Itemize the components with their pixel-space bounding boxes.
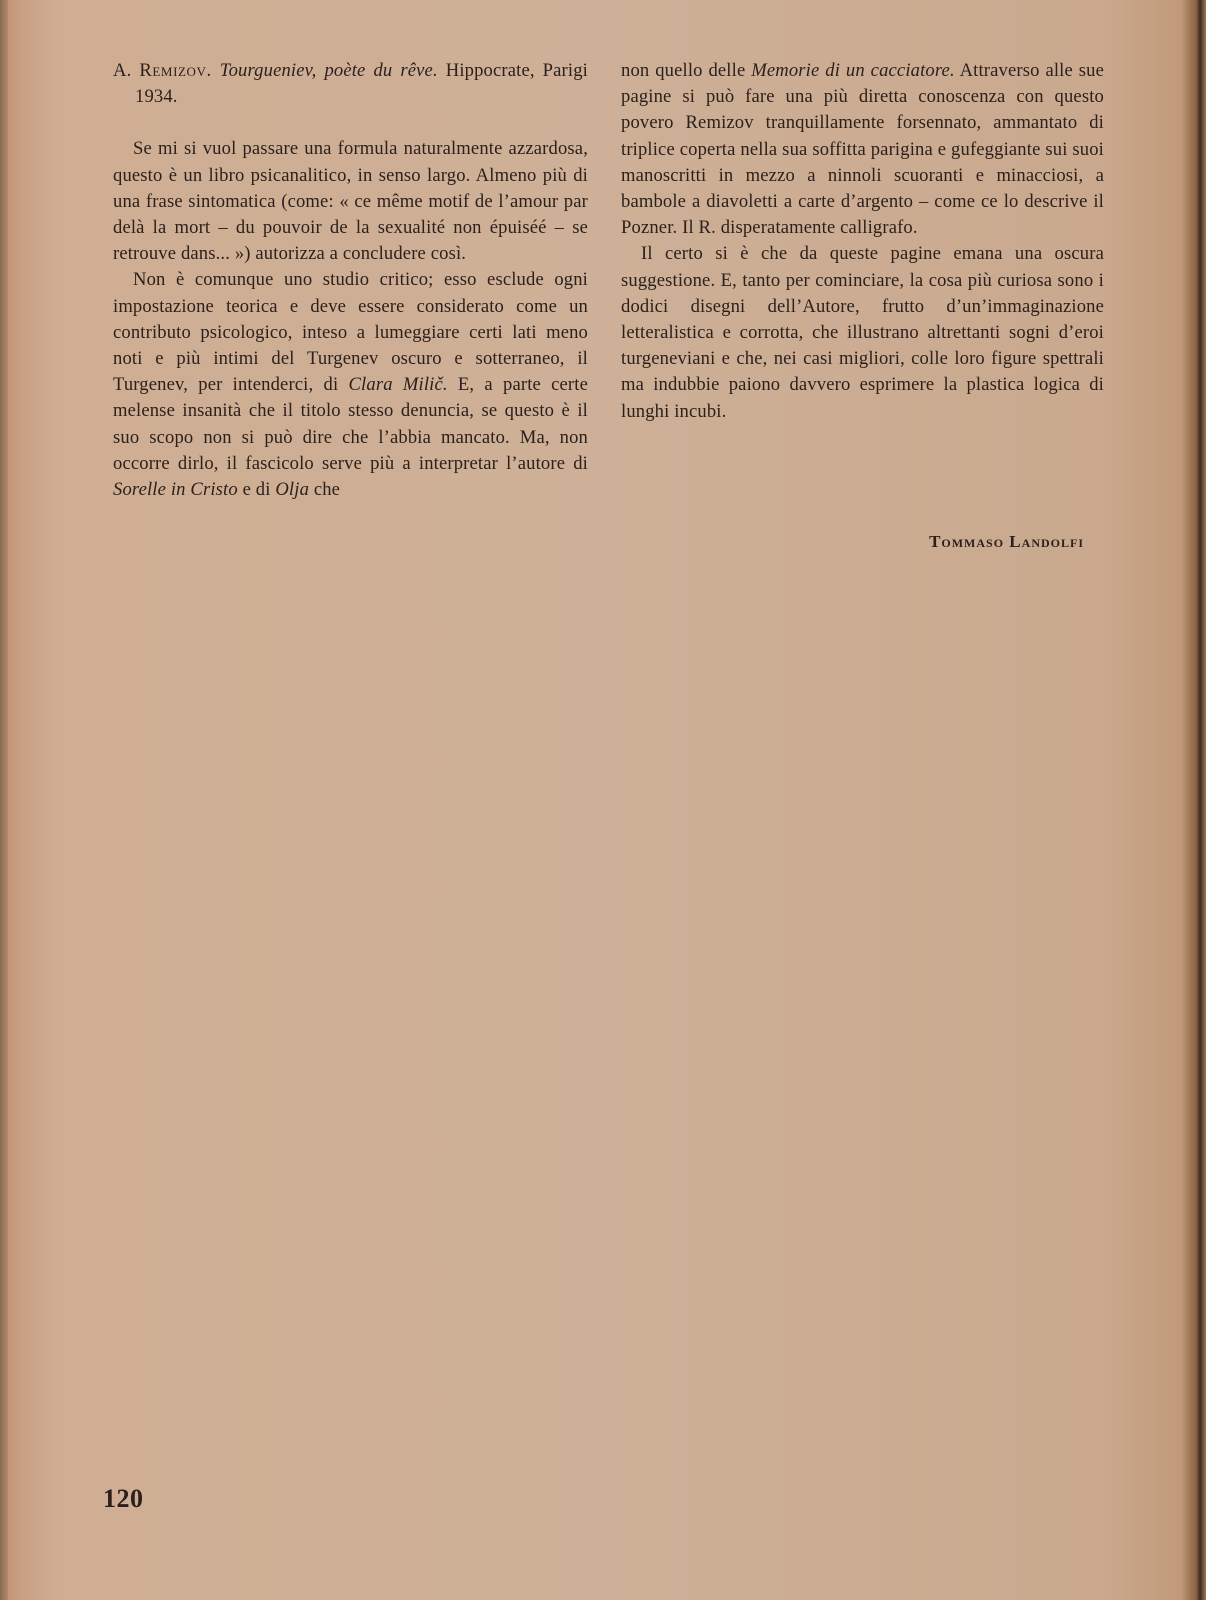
italic-title-sorelle: Sorelle in Cristo xyxy=(113,479,238,501)
book-title: Tourgueniev, poète du rêve. xyxy=(219,60,438,81)
page-number: 120 xyxy=(103,1484,144,1513)
page-gutter-shadow xyxy=(0,0,8,1600)
paragraph-1: Se mi si vuol passare una formula naturalmente azzardosa, questo è un libro psicanalitico, in senso largo. Almeno più di una frase sintomatica (come: « ce même motif de l’amour par delà la mort – du pouvoir de la sexualité non épuiséé – se retrouve dans... ») autorizza a concludere così. xyxy=(113,138,588,265)
paragraph-3: non quello delle Memorie di un cacciatore. Attraverso alle sue pagine si può fare una più diretta conoscenza con questo povero Remizov tranquillamente forsennato, ammantato di triplice coperta nella sua soffitta parigina e gufeggiante sui suoi manoscritti in mezzo a ninnoli scuoranti e minacciosi, a bambole a diavoletti a carte d’argento – come ce lo descrive il Pozner. Il R. disperatamente calligrafo. xyxy=(621,60,1104,239)
publisher-line: Hippocrate, Parigi 1934. xyxy=(135,60,588,108)
paragraph-2: Non è comunque uno studio critico; esso esclude ogni impostazione teorica e deve essere considerato come un contributo psicologico, inteso a lumeggiare certi lati meno noti e più intimi del Turgenev oscuro e sotterraneo, il Turgenev, per intenderci, di Clara Milič. E, a parte certe melense insanità che il titolo stesso denuncia, se questo è il suo scopo non si può dire che l’abbia mancato. Ma, non occorre dirlo, il fascicolo serve più a interpretar l’autore di Sorelle in Cristo e di Olja che xyxy=(113,269,588,501)
italic-title-clara: Clara Milič. xyxy=(348,374,448,396)
italic-title-memorie: Memorie di un cacciatore. xyxy=(751,60,955,81)
italic-title-olja: Olja xyxy=(275,479,310,501)
paragraph-4: Il certo si è che da queste pagine emana una oscura suggestione. E, tanto per cominciare, la cosa più curiosa sono i dodici disegni dell’Autore, frutto d’un’immaginazione letteralistica e corrotta, che illustrano altrettanti sogni d’eroi turgeneviani e che, nei casi migliori, colle loro figure spettrali ma indubbie paiono davvero esprimere la plastica logica di lunghi incubi. xyxy=(621,243,1104,422)
bibliography-entry xyxy=(113,58,588,110)
left-column xyxy=(113,58,588,503)
page-edge xyxy=(1182,0,1206,1600)
author-signature: Tommaso Landolfi xyxy=(929,532,1084,551)
right-column xyxy=(621,58,1104,425)
author-initial: A. xyxy=(113,60,132,81)
author-surname: Remizov. xyxy=(139,60,212,81)
